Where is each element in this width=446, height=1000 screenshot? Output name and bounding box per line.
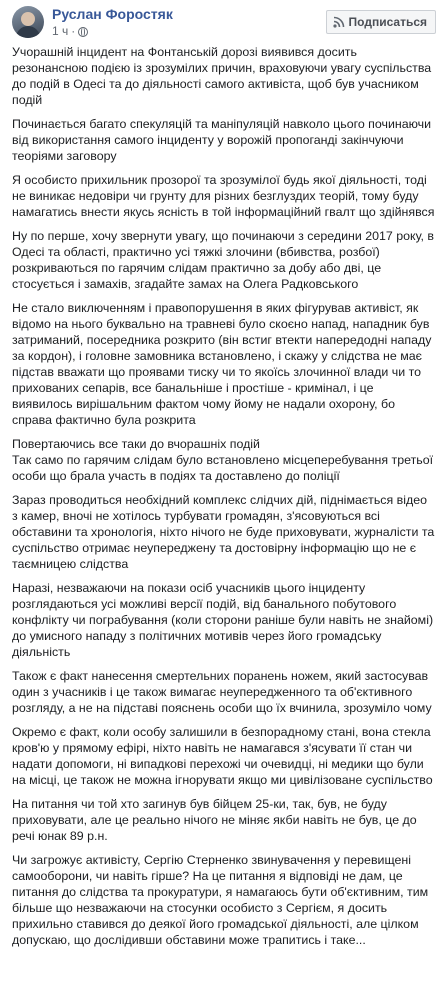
- post-paragraph: Я особисто прихильник прозорої та зрозумілої будь якої діяльності, тоді не виникає недовіри чи грунту для різних безглуздих теорій, тому буду намагатись внести якусь ясність в той інформаційний гвалт що здійнявся: [12, 173, 435, 219]
- author-avatar[interactable]: [12, 6, 44, 38]
- post-meta: [52, 6, 326, 39]
- post-paragraph: Повертаючись все таки до вчорашніх подій Так само по гарячим слідам було встановлено місцеперебування третьої особи що брала участь в подіях та доставлено до поліції: [12, 437, 434, 483]
- post-paragraph: Наразі, незважаючи на покази осіб учасників цього інциденту розглядаються усі можливі версії подій, від банального побутового конфлікту чи пограбування (коли сторони раніше були навіть не знайомі) до умисного нападу з політичних мотивів через його громадську діяльність: [12, 581, 434, 659]
- post-paragraph: Починається багато спекуляцій та маніпуляцій навколо цього починаючи від використання самого інциденту у ворожій пропогандi закінчуючи теоріями заговору: [12, 117, 432, 163]
- post-subline: [52, 24, 326, 39]
- post-paragraph: Не стало виключенням і правопорушення в яких фігурував активіст, як відомо на нього буквально на травневі було скоєно напад, нападник був затриманий, посередника розкрито (він встиг втекти напередодні нападу за кордон), і головне замовника встановлено, і скажу у слідства не має підстав вважати що проявами тиску чи то якоїсь злочинної влади чи то прихованих сепарів, все банальніше і простіше - кримінал, і це виявилось вирішальним фактом чому йому не надали охорону, бо справа фактично була розкрита: [12, 301, 432, 427]
- post-paragraph: Зараз проводиться необхідний комплекс слідчих дій, піднімається відео з камер, вночі не хотілось турбувати громадян, з'ясовуються всі обставини та хронологія, ніхто нічого не буде приховувати, журналісти та суспільство отримає неупереджену та достовірну інформацію що не є таємницею слідства: [12, 493, 435, 571]
- subscribe-label: Подписаться: [348, 15, 427, 29]
- globe-icon: [78, 27, 88, 37]
- post-paragraph: Ну по перше, хочу звернути увагу, що починаючи з середини 2017 року, в Одесі та області, практично усі тяжкі злочини (вбивства, розбої) розкриваються по гарячим слідам практично за добу або дві, це стосується і замахів, згадайте замах на Олега Радковського: [12, 229, 434, 291]
- post-paragraph: На питання чи той хто загинув був бійцем 25-ки, так, був, не буду приховувати, але це реально нічого не міняє якби навіть не був, це до речі юнак 89 р.н.: [12, 797, 417, 843]
- post-paragraph: Також є факт нанесення смертельних поранень ножем, який застосував один з учасників і це також вимагає неупередженного та об'єктивного розгляду, а не на підставі пояснень особи що їх вчинила, зрозуміло чому: [12, 669, 432, 715]
- author-name[interactable]: Руслан Форостяк: [52, 6, 173, 22]
- post-paragraph: Учорашній інцидент на Фонтанській дорозі виявився досить резонансною подією із зрозумілих причин, враховуючи увагу суспільства до подій в Одесі та до діяльності самого активіста, щоб був учасником подій: [12, 45, 432, 107]
- post-paragraph: Окремо є факт, коли особу залишили в безпорадному стані, вона стекла кров'ю у прямому ефірі, ніхто навіть не намагався з'ясувати її стан чи надати допомоги, ні випадкові перехожі чи очевидці, ні медики що були на місці, це також не можна ігнорувати якщо ми цивілізоване суспільство: [12, 725, 433, 787]
- post-body: [12, 44, 436, 948]
- post-timestamp[interactable]: 1 ч: [52, 24, 69, 38]
- post-header: [12, 0, 436, 44]
- rss-icon: [333, 16, 345, 28]
- separator-dot: ·: [71, 24, 76, 38]
- post-paragraph: Чи загрожує активісту, Сергію Стерненко звинувачення у перевищені самооборони, чи навіть гірше? На це питання я відповіді не дам, це питання до слідства та прокуратури, я намагаюсь бути об'єктивним, тим більше що незважаючи на стосунки особисто з Сергієм, я досить прихильно ставився до деякої його громадської діяльності, але цілком допускаю, що дослідивши обставини може трапитись і таке...: [12, 853, 429, 947]
- subscribe-button[interactable]: [326, 10, 436, 34]
